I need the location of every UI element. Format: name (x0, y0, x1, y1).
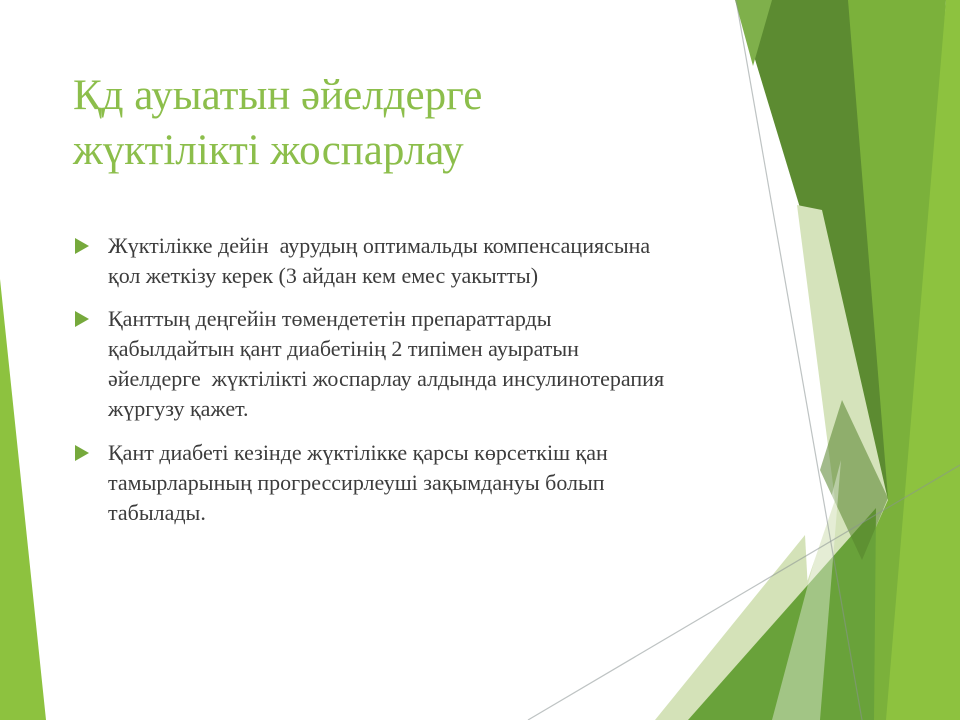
bullet-text-line: Қанттың деңгейін төмендететін препараттарды (108, 306, 552, 331)
bullet-right-triangle-icon (75, 445, 89, 461)
bullet-text (108, 438, 608, 528)
bullet-text-line: қабылдайтын қант диабетінің 2 типімен ауыратын (108, 336, 579, 361)
title-line-1: Қд ауыатын әйелдерге (73, 72, 483, 119)
bullet-item (73, 438, 753, 528)
bullet-text-line: қол жеткізу керек (3 айдан кем емес уакытты) (108, 263, 539, 288)
bullet-item (73, 304, 753, 424)
deco-left-wedge (0, 279, 46, 720)
slide-title (73, 68, 673, 178)
bullet-text-line: тамырларының прогрессирлеуші зақымдануы болып (108, 470, 605, 495)
bullet-item (73, 231, 753, 291)
bullet-text-line: табылады. (108, 500, 206, 525)
title-line-2: жүктілікті жоспарлау (73, 127, 464, 174)
bullet-text-line: Жүктілікке дейін аурудың оптимальды компенсациясына (108, 233, 651, 258)
bullet-list (73, 231, 753, 528)
bullet-text-line: Қант диабеті кезінде жүктілікке қарсы көрсеткіш қан (108, 440, 608, 465)
bullet-right-triangle-icon (75, 238, 89, 254)
bullet-text-line: әйелдерге жүктілікті жоспарлау алдында инсулинотерапия (108, 366, 665, 391)
bullet-text (108, 304, 664, 424)
bullet-right-triangle-icon (75, 311, 89, 327)
bullet-text-line: жүргузу қажет. (108, 396, 249, 421)
bullet-text (108, 231, 650, 291)
